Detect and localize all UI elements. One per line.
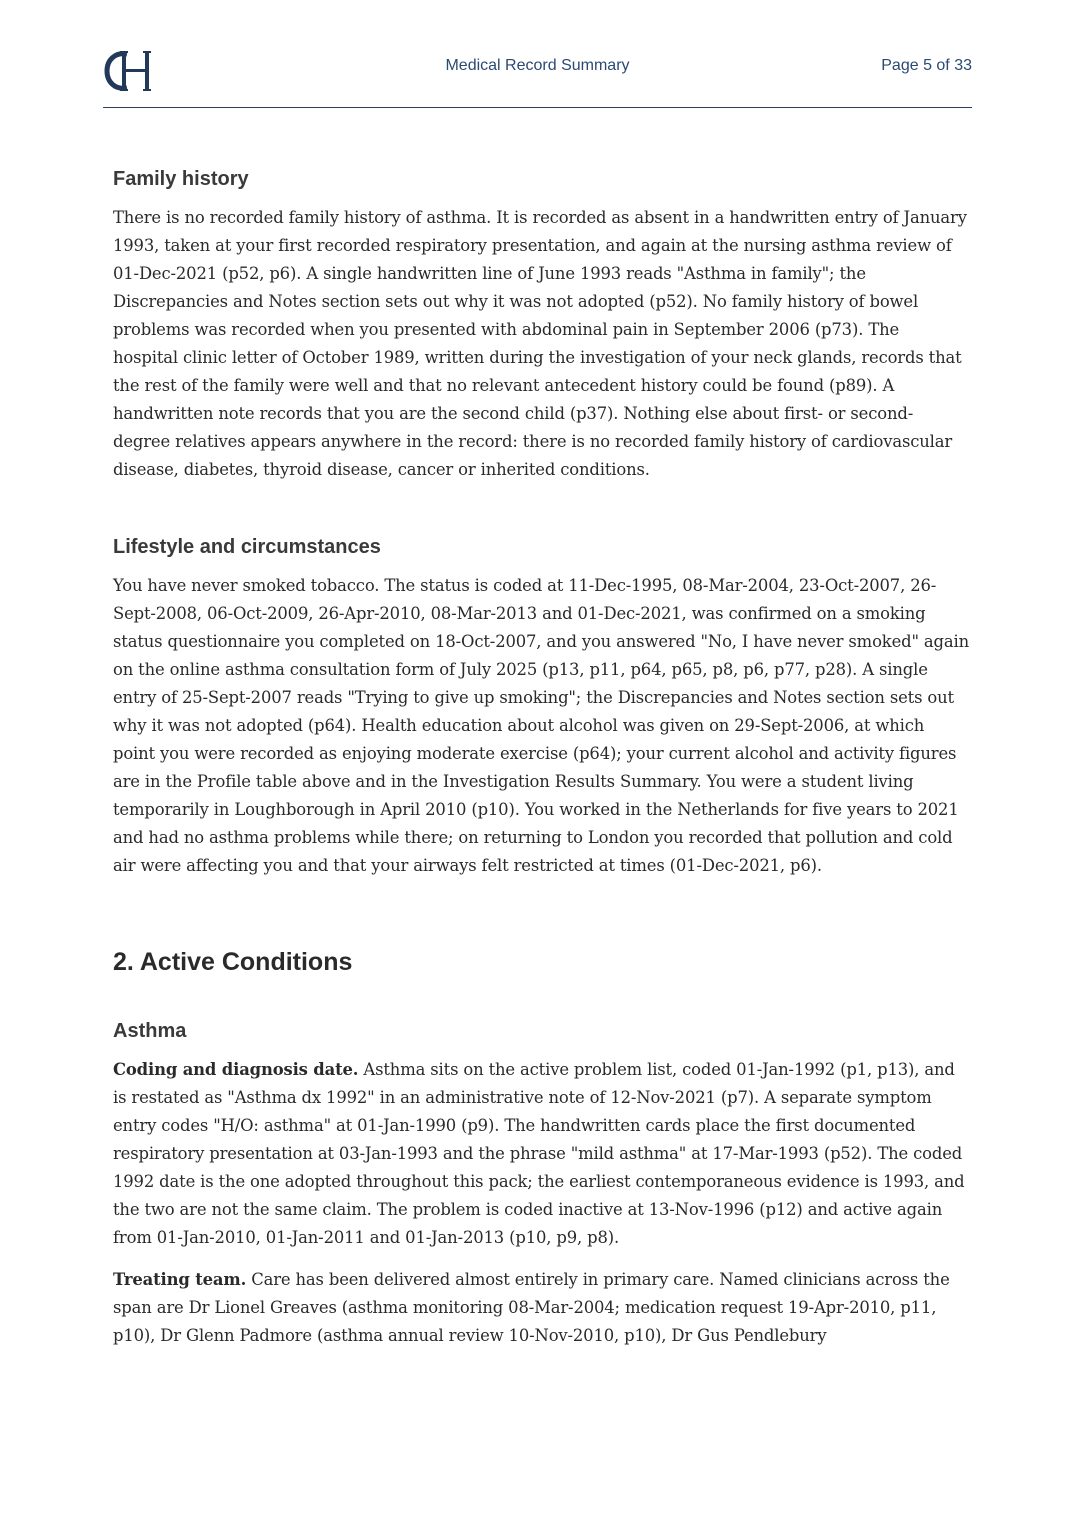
family-history-section bbox=[113, 166, 969, 484]
asthma-heading: Asthma bbox=[113, 1020, 187, 1042]
family-history-heading: Family history bbox=[113, 168, 249, 190]
team-body: Care has been delivered almost entirely in primary care. Named clinicians across the span are Dr Lionel Greaves (asthma monitoring 08-Mar-2004; medication request 19-Apr-2010, p11, p10), Dr Glenn Padmore (asthma annual review 10-Nov-2010, p10), Dr Gus Pendlebury bbox=[113, 1270, 950, 1345]
page-number: Page 5 of 33 bbox=[881, 57, 972, 74]
asthma-team-paragraph bbox=[113, 1266, 969, 1350]
asthma-coding-paragraph bbox=[113, 1056, 969, 1252]
coding-body: Asthma sits on the active problem list, coded 01-Jan-1992 (p1, p13), and is restated as "Asthma dx 1992" in an administrative note of 12-Nov-2021 (p7). A separate symptom entry codes "H/O: asthma" at 01-Jan-1990 (p9). The handwritten cards place the first documented respiratory presentation at 03-Jan-1993 and the phrase "mild asthma" at 17-Mar-1993 (p52). The coded 1992 date is the one adopted throughout this pack; the earliest contemporaneous evidence is 1993, and the two are not the same claim. The problem is coded inactive at 13-Nov-1996 (p12) and active again from 01-Jan-2010, 01-Jan-2011 and 01-Jan-2013 (p10, p9, p8). bbox=[113, 1060, 965, 1247]
lifestyle-paragraph: You have never smoked tobacco. The status is coded at 11-Dec-1995, 08-Mar-2004, 23-Oct-2007, 26-Sept-2008, 06-Oct-2009, 26-Apr-2010, 08-Mar-2013 and 01-Dec-2021, was confirmed on a smoking status questionnaire you completed on 18-Oct-2007, and you answered "No, I have never smoked" again on the online asthma consultation form of July 2025 (p13, p11, p64, p65, p8, p6, p77, p28). A single entry of 25-Sept-2007 reads "Trying to give up smoking"; the Discrepancies and Notes section sets out why it was not adopted (p64). Health education about alcohol was given on 29-Sept-2006, at which point you were recorded as enjoying moderate exercise (p64); your current alcohol and activity figures are in the Profile table above and in the Investigation Results Summary. You were a student living temporarily in Loughborough in April 2010 (p10). You worked in the Netherlands for five years to 2021 and had no asthma problems while there; on returning to London you recorded that pollution and cold air were affecting you and that your airways felt restricted at times (01-Dec-2021, p6). bbox=[113, 576, 969, 875]
team-lead: Treating team. bbox=[113, 1270, 247, 1289]
family-history-paragraph: There is no recorded family history of asthma. It is recorded as absent in a handwritten entry of January 1993, taken at your first recorded respiratory presentation, and again at the nursing asthma review of 01-Dec-2021 (p52, p6). A single handwritten line of June 1993 reads "Asthma in family"; the Discrepancies and Notes section sets out why it was not adopted (p52). No family history of bowel problems was recorded when you presented with abdominal pain in September 2006 (p73). The hospital clinic letter of October 1989, written during the investigation of your neck glands, records that the rest of the family were well and that no relevant antecedent history could be found (p89). A handwritten note records that you are the second child (p37). Nothing else about first- or second-degree relatives appears anywhere in the record: there is no recorded family history of cardiovascular disease, diabetes, thyroid disease, cancer or inherited conditions. bbox=[113, 208, 967, 479]
lifestyle-section bbox=[113, 534, 969, 880]
page-header bbox=[103, 44, 972, 108]
document-body bbox=[113, 166, 969, 1350]
active-conditions-heading: 2. Active Conditions bbox=[113, 948, 353, 976]
active-conditions-section bbox=[113, 946, 969, 1350]
lifestyle-heading: Lifestyle and circumstances bbox=[113, 536, 381, 558]
document-title: Medical Record Summary bbox=[445, 57, 630, 74]
coding-lead: Coding and diagnosis date. bbox=[113, 1060, 359, 1079]
